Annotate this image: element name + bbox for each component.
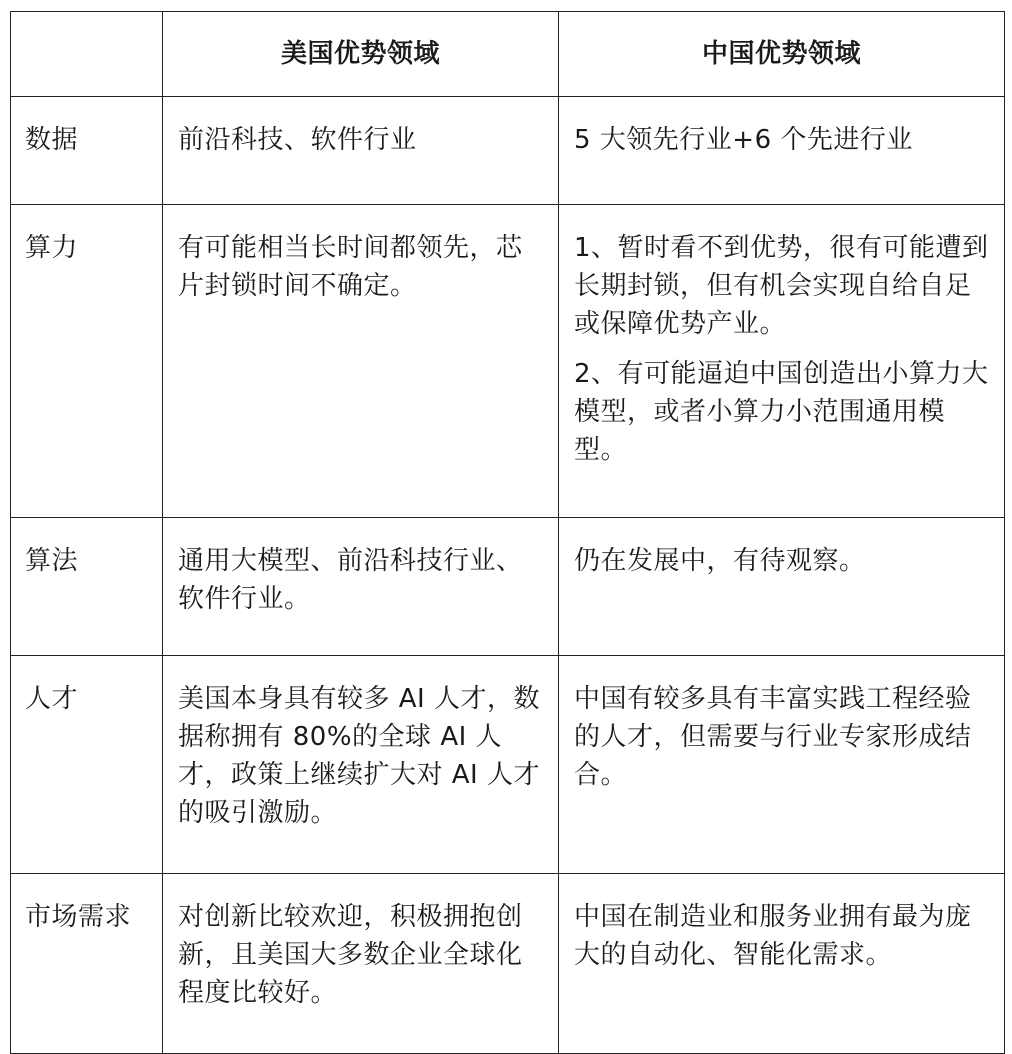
header-us-advantages: 美国优势领域 [163, 12, 559, 97]
table-row-algorithm [11, 518, 1005, 656]
comparison-table [10, 11, 1005, 1054]
us-text-algorithm: 通用大模型、前沿科技行业、软件行业。 [178, 546, 523, 614]
table-row-data [11, 97, 1005, 205]
us-cell-market-demand [163, 874, 559, 1054]
us-cell-algorithm [163, 518, 559, 656]
cn-cell-data [559, 97, 1005, 205]
row-label-algorithm: 算法 [11, 518, 163, 656]
us-text-compute: 有可能相当长时间都领先，芯片封锁时间不确定。 [178, 233, 523, 301]
cn-text-compute-1: 1、暂时看不到优势，很有可能遭到长期封锁，但有机会实现自给自足或保障优势产业。 [574, 233, 989, 339]
cn-cell-market-demand [559, 874, 1005, 1054]
cn-text-market-demand: 中国在制造业和服务业拥有最为庞大的自动化、智能化需求。 [574, 902, 972, 970]
cn-cell-algorithm [559, 518, 1005, 656]
header-china-advantages: 中国优势领域 [559, 12, 1005, 97]
us-cell-compute [163, 205, 559, 518]
cn-text-data: 5 大领先行业+6 个先进行业 [574, 125, 913, 155]
table-row-compute [11, 205, 1005, 518]
us-text-data: 前沿科技、软件行业 [178, 125, 417, 155]
us-cell-talent [163, 656, 559, 874]
table-row-talent [11, 656, 1005, 874]
cn-text-algorithm: 仍在发展中，有待观察。 [574, 546, 866, 576]
row-label-market-demand: 市场需求 [11, 874, 163, 1054]
us-text-market-demand: 对创新比较欢迎，积极拥抱创新，且美国大多数企业全球化程度比较好。 [178, 902, 523, 1008]
us-cell-data [163, 97, 559, 205]
cn-cell-compute [559, 205, 1005, 518]
row-label-data: 数据 [11, 97, 163, 205]
cn-cell-talent [559, 656, 1005, 874]
header-empty-cell [11, 12, 163, 97]
cn-text-talent: 中国有较多具有丰富实践工程经验的人才，但需要与行业专家形成结合。 [574, 684, 972, 790]
us-text-talent: 美国本身具有较多 AI 人才，数据称拥有 80%的全球 AI 人才，政策上继续扩大对 AI 人才的吸引激励。 [178, 684, 540, 828]
comparison-table-wrapper [10, 11, 1005, 1054]
row-label-talent: 人才 [11, 656, 163, 874]
cn-text-compute-2: 2、有可能逼迫中国创造出小算力大模型，或者小算力小范围通用模型。 [574, 359, 989, 465]
header-row [11, 12, 1005, 97]
table-row-market-demand [11, 874, 1005, 1054]
row-label-compute: 算力 [11, 205, 163, 518]
